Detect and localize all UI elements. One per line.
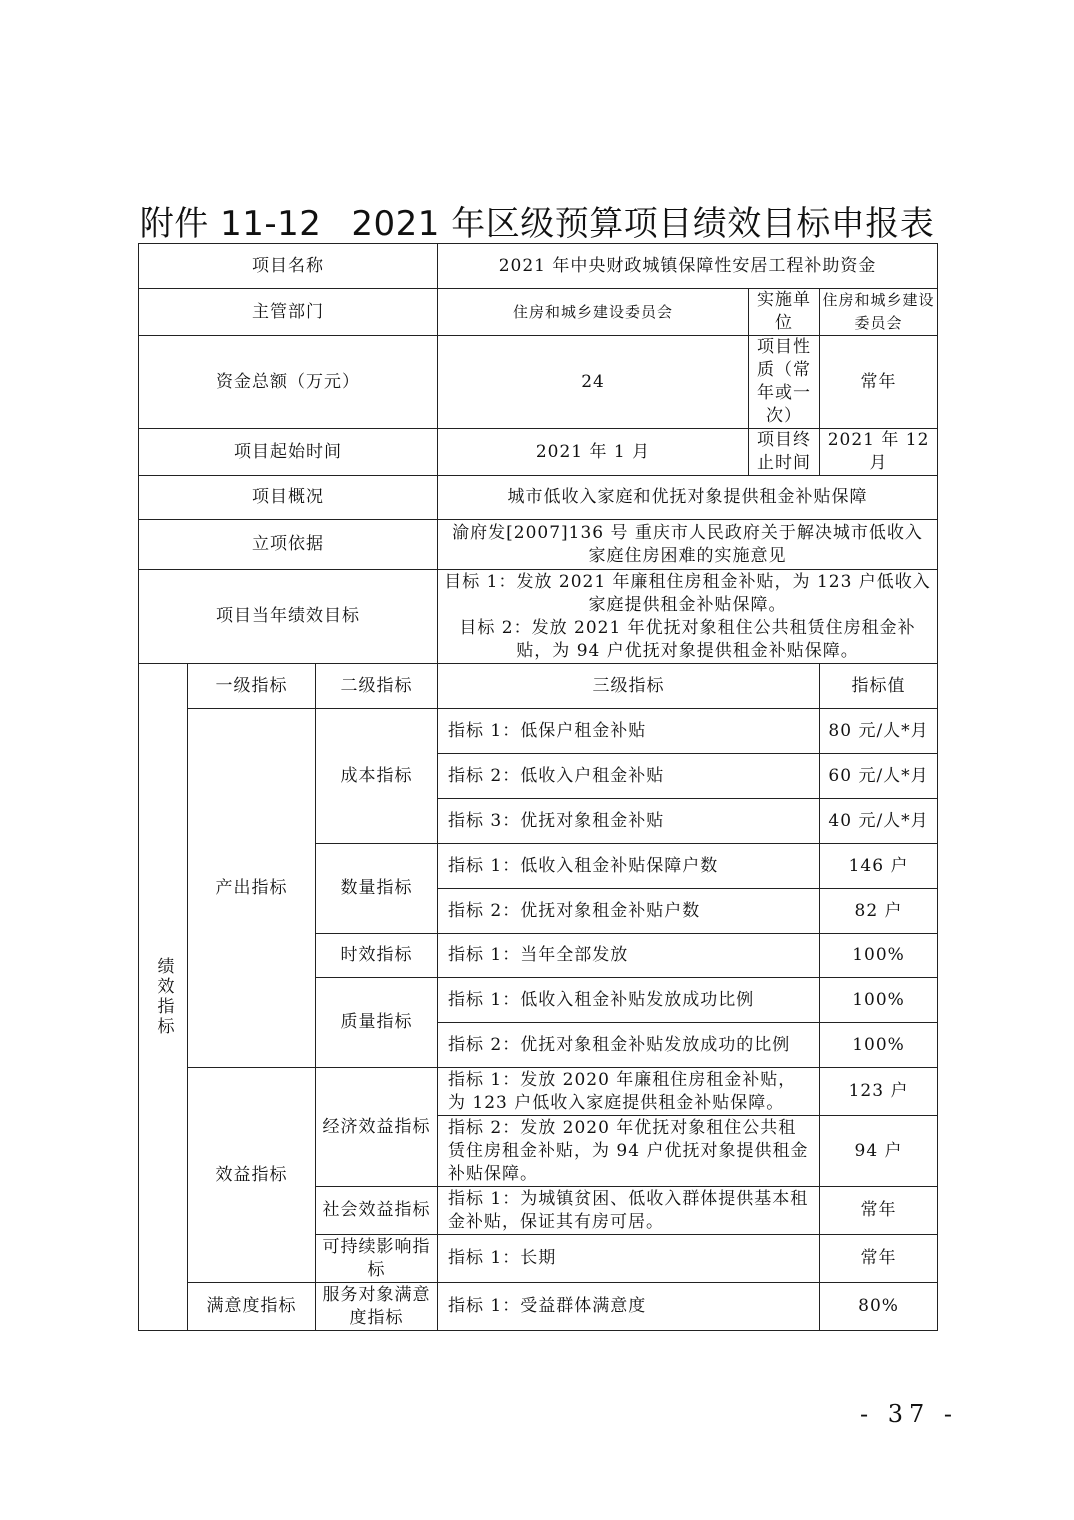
fund-value: 24 xyxy=(438,336,749,429)
quantity-indicator-2-value: 82 户 xyxy=(820,889,938,934)
quantity-indicator-label: 数量指标 xyxy=(316,844,438,934)
row-project-name xyxy=(139,244,938,289)
benefit-indicator-label: 效益指标 xyxy=(188,1068,316,1283)
economic-indicator-label: 经济效益指标 xyxy=(316,1068,438,1187)
end-label: 项目终止时间 xyxy=(749,429,820,476)
satisfaction-indicator-1: 指标 1：受益群体满意度 xyxy=(438,1283,820,1331)
economic-indicator-1-value: 123 户 xyxy=(820,1068,938,1116)
cost-indicator-label: 成本指标 xyxy=(316,709,438,844)
row-fund xyxy=(139,336,938,429)
satisfaction-indicator-1-value: 80% xyxy=(820,1283,938,1331)
start-value: 2021 年 1 月 xyxy=(438,429,749,476)
nature-value: 常年 xyxy=(820,336,938,429)
row-goal xyxy=(139,570,938,664)
quantity-indicator-1: 指标 1：低收入租金补贴保障户数 xyxy=(438,844,820,889)
cost-indicator-2-value: 60 元/人*月 xyxy=(820,754,938,799)
fund-label: 资金总额（万元） xyxy=(139,336,438,429)
header-level3: 三级指标 xyxy=(438,664,820,709)
row-indicator-header xyxy=(139,664,938,709)
section-performance-indicators: 绩效指标 xyxy=(139,664,188,1331)
row-period xyxy=(139,429,938,476)
quality-indicator-1: 指标 1：低收入租金补贴发放成功比例 xyxy=(438,978,820,1023)
output-indicator-label: 产出指标 xyxy=(188,709,316,1068)
header-value: 指标值 xyxy=(820,664,938,709)
economic-indicator-2-value: 94 户 xyxy=(820,1116,938,1187)
sustain-indicator-1-value: 常年 xyxy=(820,1235,938,1283)
project-name-value: 2021 年中央财政城镇保障性安居工程补助资金 xyxy=(438,244,938,289)
social-indicator-1-value: 常年 xyxy=(820,1187,938,1235)
social-indicator-label: 社会效益指标 xyxy=(316,1187,438,1235)
economic-indicator-1: 指标 1：发放 2020 年廉租住房租金补贴，为 123 户低收入家庭提供租金补贴保障。 xyxy=(438,1068,820,1116)
row-overview xyxy=(139,476,938,520)
quality-indicator-2-value: 100% xyxy=(820,1023,938,1068)
table-row xyxy=(139,1283,938,1331)
overview-value: 城市低收入家庭和优抚对象提供租金补贴保障 xyxy=(438,476,938,520)
sustain-indicator-label: 可持续影响指标 xyxy=(316,1235,438,1283)
quantity-indicator-2: 指标 2：优抚对象租金补贴户数 xyxy=(438,889,820,934)
goal-cell xyxy=(438,570,938,664)
cost-indicator-3-value: 40 元/人*月 xyxy=(820,799,938,844)
cost-indicator-1-value: 80 元/人*月 xyxy=(820,709,938,754)
social-indicator-1: 指标 1：为城镇贫困、低收入群体提供基本租金补贴，保证其有房可居。 xyxy=(438,1187,820,1235)
satisfaction-indicator-label: 满意度指标 xyxy=(188,1283,316,1331)
cost-indicator-2: 指标 2：低收入户租金补贴 xyxy=(438,754,820,799)
basis-value: 渝府发[2007]136 号 重庆市人民政府关于解决城市低收入家庭住房困难的实施意见 xyxy=(438,520,938,570)
row-department xyxy=(139,289,938,336)
quality-indicator-1-value: 100% xyxy=(820,978,938,1023)
header-level1: 一级指标 xyxy=(188,664,316,709)
timeliness-indicator-1-value: 100% xyxy=(820,934,938,978)
row-basis xyxy=(139,520,938,570)
timeliness-indicator-label: 时效指标 xyxy=(316,934,438,978)
table-row xyxy=(139,709,938,754)
service-satisfaction-label: 服务对象满意度指标 xyxy=(316,1283,438,1331)
cost-indicator-1: 指标 1：低保户租金补贴 xyxy=(438,709,820,754)
dept-label: 主管部门 xyxy=(139,289,438,336)
quality-indicator-label: 质量指标 xyxy=(316,978,438,1068)
document-title xyxy=(0,196,1074,245)
dept-value: 住房和城乡建设委员会 xyxy=(438,289,749,336)
timeliness-indicator-1: 指标 1：当年全部发放 xyxy=(438,934,820,978)
quantity-indicator-1-value: 146 户 xyxy=(820,844,938,889)
nature-label: 项目性质（常年或一次） xyxy=(749,336,820,429)
sustain-indicator-1: 指标 1：长期 xyxy=(438,1235,820,1283)
attachment-number: 附件 11-12 xyxy=(139,204,322,244)
overview-label: 项目概况 xyxy=(139,476,438,520)
page-number: - 37 - xyxy=(860,1400,959,1428)
impl-value: 住房和城乡建设委员会 xyxy=(820,289,938,336)
economic-indicator-2: 指标 2：发放 2020 年优抚对象租住公共租赁住房租金补贴，为 94 户优抚对象提供租金补贴保障。 xyxy=(438,1116,820,1187)
quality-indicator-2: 指标 2：优抚对象租金补贴发放成功的比例 xyxy=(438,1023,820,1068)
goal-2: 目标 2：发放 2021 年优抚对象租住公共租赁住房租金补贴，为 94 户优抚对象提供租金补贴保障。 xyxy=(459,617,916,661)
start-label: 项目起始时间 xyxy=(139,429,438,476)
impl-label: 实施单位 xyxy=(749,289,820,336)
basis-label: 立项依据 xyxy=(139,520,438,570)
goal-label: 项目当年绩效目标 xyxy=(139,570,438,664)
end-value: 2021 年 12 月 xyxy=(820,429,938,476)
cost-indicator-3: 指标 3：优抚对象租金补贴 xyxy=(438,799,820,844)
title-main: 2021 年区级预算项目绩效目标申报表 xyxy=(351,204,935,244)
project-name-label: 项目名称 xyxy=(139,244,438,289)
goal-1: 目标 1：发放 2021 年廉租住房租金补贴，为 123 户低收入家庭提供租金补贴保障。 xyxy=(444,571,931,615)
performance-target-table xyxy=(138,243,938,1331)
header-level2: 二级指标 xyxy=(316,664,438,709)
table-row xyxy=(139,1068,938,1116)
